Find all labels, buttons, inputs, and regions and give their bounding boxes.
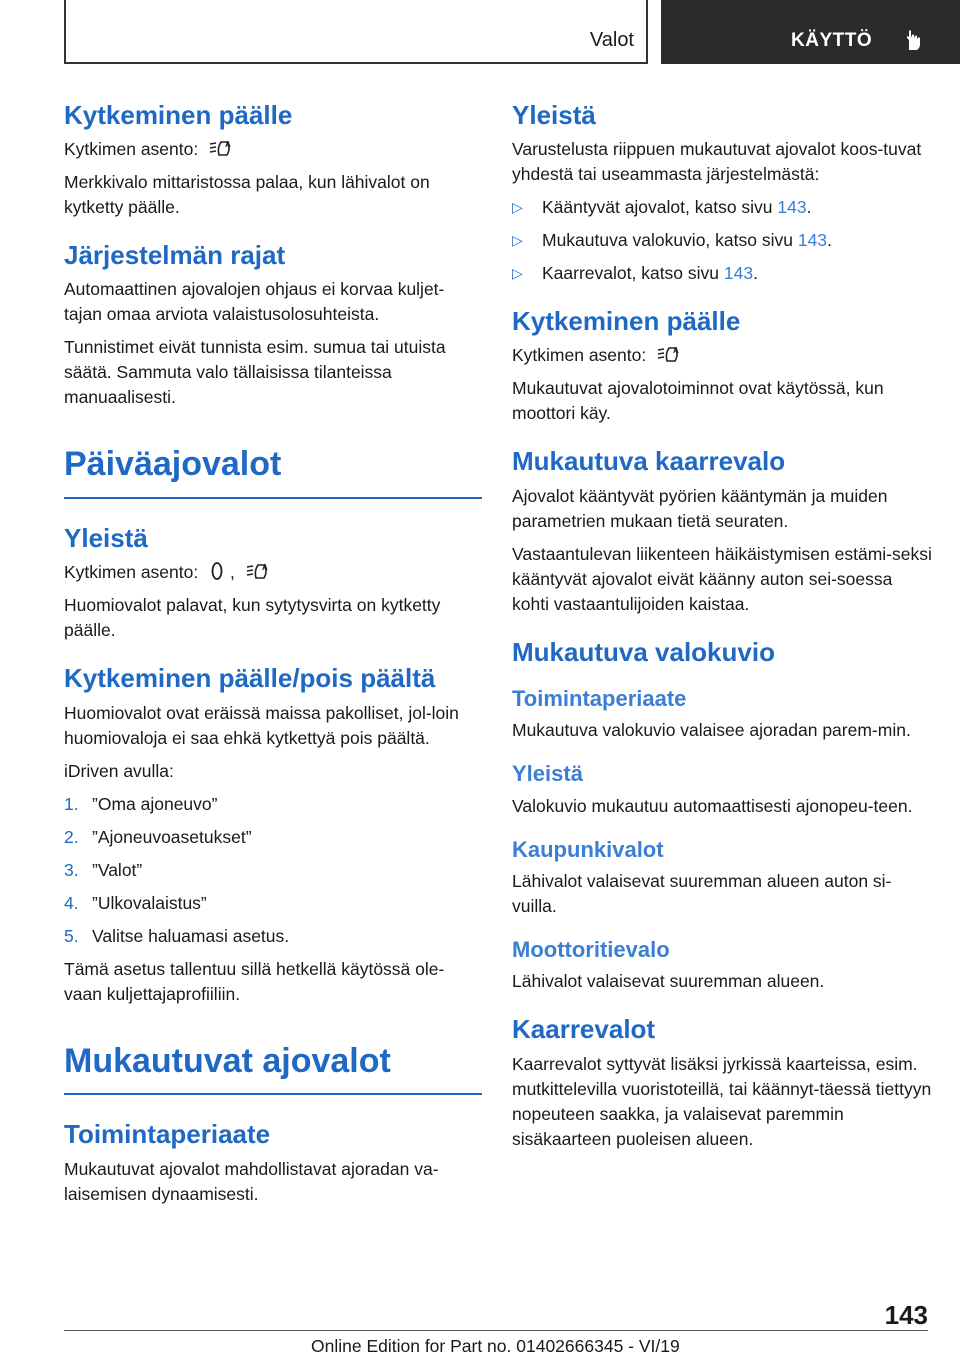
bullet-text: Kaarrevalot, katso sivu xyxy=(542,263,720,284)
city-light-text: Lähivalot valaisevat suuremman alueen auton si-vuilla. xyxy=(512,870,892,916)
profile-text: Tämä asetus tallentuu sillä hetkellä käytössä ole-vaan kuljettajaprofiiliin. xyxy=(64,958,445,1004)
switch-position-text xyxy=(64,137,482,162)
heading-kytkeminen-paalle: Kytkeminen päälle xyxy=(512,306,741,337)
list-item xyxy=(64,858,482,883)
heading-mukautuvat-ajovalot: Mukautuvat ajovalot xyxy=(64,1041,482,1096)
heading-mukautuva-valokuvio: Mukautuva valokuvio xyxy=(512,636,775,667)
heading-kaupunkivalot: Kaupunkivalot xyxy=(512,836,664,862)
step-number: 2. xyxy=(64,826,79,847)
list-item xyxy=(64,924,482,949)
curve-light-paragraph-1: Ajovalot kääntyvät pyörien kääntymän ja muiden parametrien mukaan tietä seuraten. xyxy=(512,485,888,531)
indicator-text: Merkkivalo mittaristossa palaa, kun lähivalot on kytketty päälle. xyxy=(64,172,430,218)
switch-position-label: Kytkimen asento: xyxy=(64,562,199,583)
step-text: ”Valot” xyxy=(92,859,143,880)
heading-yleista-2: Yleistä xyxy=(512,761,583,787)
heading-jarjestelman-rajat: Järjestelmän rajat xyxy=(64,240,286,271)
pattern-general-text: Valokuvio mukautuu automaattisesti ajonopeu-teen. xyxy=(512,795,913,816)
limits-paragraph-2: Tunnistimet eivät tunnista esim. sumua tai utuista säätä. Sammuta valo tällaisissa tilanteissa manuaalisesti. xyxy=(64,337,446,408)
step-number: 1. xyxy=(64,793,79,814)
bullet-end: . xyxy=(806,197,812,218)
page-ref-link[interactable]: 143 xyxy=(797,230,828,251)
heading-yleista: Yleistä xyxy=(512,100,596,130)
heading-yleista: Yleistä xyxy=(64,523,148,554)
switch-position-label: Kytkimen asento: xyxy=(64,139,199,160)
motorway-light-text: Lähivalot valaisevat suuremman alueen. xyxy=(512,971,825,992)
on-off-paragraph: Huomiovalot ovat eräissä maissa pakolliset, jol-loin huomiovaloja ei saa ehkä kytkettyä pois päältä. xyxy=(64,702,459,748)
daytime-lights-text: Huomiovalot palavat, kun sytytysvirta on kytketty päälle. xyxy=(64,595,441,641)
list-item xyxy=(512,261,932,286)
svg-text:A: A xyxy=(261,563,268,573)
footer-divider xyxy=(64,1330,928,1331)
svg-text:A: A xyxy=(673,346,679,356)
steps-list xyxy=(64,792,482,949)
switch-position-text-2 xyxy=(64,560,482,585)
heading-toimintaperiaate: Toimintaperiaate xyxy=(512,685,687,711)
list-item xyxy=(64,891,482,916)
section-title: Valot xyxy=(589,29,634,51)
auto-headlight-icon xyxy=(209,138,235,158)
adaptive-on-text: Mukautuvat ajovalotoiminnot ovat käytössä, kun moottori käy. xyxy=(512,378,884,424)
left-column xyxy=(64,100,482,1215)
step-number: 4. xyxy=(64,892,79,913)
step-text: Valitse haluamasi asetus. xyxy=(92,925,290,946)
idrive-text: iDriven avulla: xyxy=(64,760,174,781)
cornering-light-text: Kaarrevalot syttyvät lisäksi jyrkissä kaarteissa, esim. mutkittelevilla vuoristoteillä, tai käännyt-täessä tiettyyn nopeuteen saakka, ja valaisevat paremmin sisäkaarteen puoleisen alueen. xyxy=(512,1053,932,1149)
general-paragraph: Varustelusta riippuen mukautuvat ajovalot koos-tuvat yhdestä tai useammasta järjestelmästä: xyxy=(512,139,922,185)
switch-position-text xyxy=(512,343,932,368)
heading-kaarrevalot: Kaarrevalot xyxy=(512,1014,656,1045)
heading-toimintaperiaate: Toimintaperiaate xyxy=(64,1119,271,1150)
auto-headlight-icon xyxy=(657,344,683,364)
limits-paragraph-1: Automaattinen ajovalojen ohjaus ei korvaa kuljet-tajan omaa arviota valaistusolosuhteista. xyxy=(64,279,445,325)
off-position-icon xyxy=(209,561,225,581)
hand-pointer-icon xyxy=(901,28,925,52)
header-chapter-box xyxy=(661,0,960,64)
curve-light-paragraph-2: Vastaantulevan liikenteen häikäistymisen estämi-seksi kääntyvät ajovalot eivät käänny auton sei-soessa kohti vastaantulijoiden kaistaa. xyxy=(512,543,932,614)
heading-moottoritievalo: Moottoritievalo xyxy=(512,936,670,962)
triangle-bullet-icon: ▷ xyxy=(512,265,523,282)
comma: , xyxy=(229,562,235,583)
principle-paragraph: Mukautuvat ajovalot mahdollistavat ajoradan va-laisemisen dynaamisesti. xyxy=(64,1158,439,1204)
heading-kytkeminen-paalle: Kytkeminen päälle xyxy=(64,100,293,130)
heading-mukautuva-kaarrevalo: Mukautuva kaarrevalo xyxy=(512,446,786,477)
step-text: ”Ajoneuvoasetukset” xyxy=(92,826,252,847)
chapter-title: KÄYTTÖ xyxy=(791,30,873,51)
heading-paivaajovalot: Päiväajovalot xyxy=(64,444,482,499)
pattern-principle-text: Mukautuva valokuvio valaisee ajoradan parem-min. xyxy=(512,720,911,741)
step-number: 3. xyxy=(64,859,79,880)
page-ref-link[interactable]: 143 xyxy=(777,197,807,218)
step-text: ”Ulkovalaistus” xyxy=(92,892,207,913)
list-item xyxy=(512,228,932,253)
bullet-end: . xyxy=(827,230,832,251)
systems-list xyxy=(512,195,932,286)
list-item xyxy=(512,195,932,220)
bullet-end: . xyxy=(753,263,758,284)
bullet-text: Kääntyvät ajovalot, katso sivu xyxy=(542,197,773,218)
svg-text:A: A xyxy=(225,140,231,150)
page-number: 143 xyxy=(884,1300,928,1330)
list-item xyxy=(64,792,482,817)
heading-paalle-pois: Kytkeminen päälle/pois päältä xyxy=(64,663,436,694)
triangle-bullet-icon: ▷ xyxy=(512,199,523,216)
auto-headlight-icon xyxy=(246,561,272,581)
list-item xyxy=(64,825,482,850)
switch-position-label: Kytkimen asento: xyxy=(512,345,647,366)
triangle-bullet-icon: ▷ xyxy=(512,232,523,249)
header-section-box xyxy=(64,0,648,64)
step-text: ”Oma ajoneuvo” xyxy=(92,793,218,814)
bullet-text: Mukautuva valokuvio, katso sivu xyxy=(542,230,793,251)
edition-text: Online Edition for Part no. 01402666345 - VI/19 xyxy=(311,1336,680,1356)
right-column xyxy=(512,100,932,1160)
step-number: 5. xyxy=(64,925,79,946)
page-ref-link[interactable]: 143 xyxy=(723,263,754,284)
